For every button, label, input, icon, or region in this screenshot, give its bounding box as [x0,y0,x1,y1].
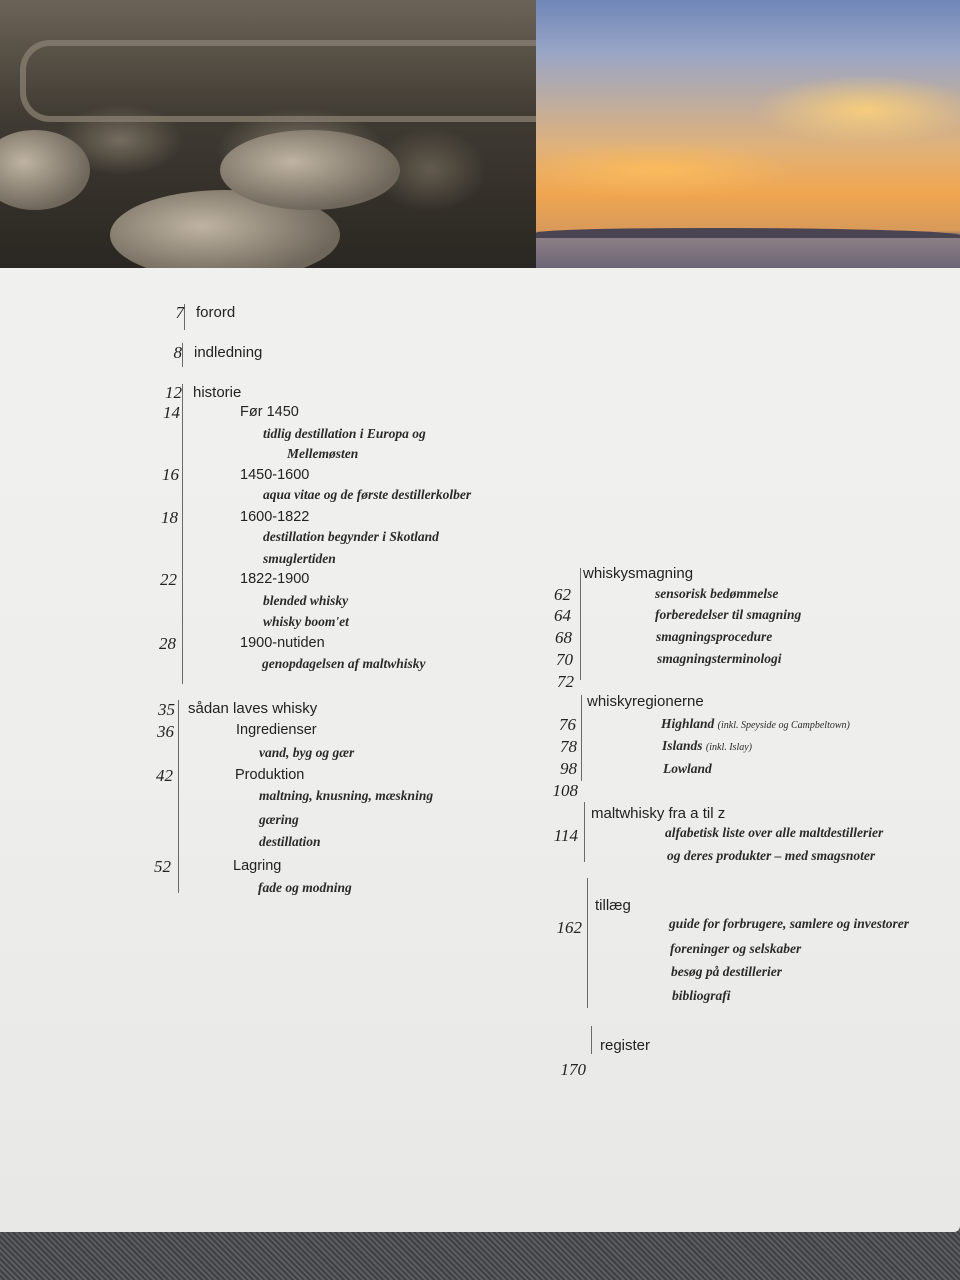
toc-detail: gæring [259,812,299,827]
toc-section-title: Lagring [233,858,282,874]
toc-detail: smuglertiden [263,551,336,566]
photo-sunset [536,0,960,268]
toc-page-number: 12 [165,383,182,402]
toc-detail: forberedelser til smagning [655,607,802,622]
toc-chapter-title: whiskysmagning [583,565,694,582]
toc-page-number: 35 [158,700,175,719]
toc-detail: blended whisky [263,593,349,608]
toc-detail: fade og modning [258,880,352,895]
toc-page-number: 162 [556,918,582,937]
toc-detail: smagningsprocedure [656,629,773,644]
toc-page-number: 22 [160,570,177,589]
toc-detail [661,716,850,732]
toc-page-number: 76 [559,715,576,734]
toc-chapter-title: indledning [194,344,263,361]
left-column-rule [182,343,183,367]
toc-chapter-title: maltwhisky fra a til z [591,805,726,822]
right-column-rule [587,878,588,1008]
toc-page-number: 98 [560,759,577,778]
toc-page-number: 62 [554,585,571,604]
toc-section-title: Ingredienser [236,722,317,738]
toc-detail: maltning, knusning, mæskning [259,788,434,803]
toc-section-title: Produktion [235,767,305,783]
toc-chapter-title: sådan laves whisky [188,700,318,717]
right-column-rule [581,695,582,781]
left-column-rule [182,384,183,684]
toc-detail: vand, byg og gær [259,745,355,760]
right-column-rule [584,802,585,862]
toc-chapter-title: forord [196,304,236,321]
toc-detail: guide for forbrugere, samlere og investorer [669,916,909,931]
toc-detail [662,738,752,754]
region-name: Highland [661,716,715,731]
toc-chapter-title: whiskyregionerne [587,693,704,710]
toc-page-number: 70 [556,650,573,669]
toc-section-title: Før 1450 [240,404,299,420]
toc-page-number: 14 [163,403,180,422]
toc-chapter-title: tillæg [595,897,631,914]
toc-section-title: 1900-nutiden [240,635,325,651]
region-note: (inkl. Islay) [705,742,752,753]
toc-detail: whisky boom'et [263,614,349,629]
toc-detail: alfabetisk liste over alle maltdestillerier [665,825,884,840]
toc-detail: destillation begynder i Skotland [263,529,439,544]
toc-detail: sensorisk bedømmelse [655,586,779,601]
toc-page-number: 170 [560,1060,586,1079]
toc-page-number: 28 [159,634,176,653]
photo-spirit-safe [0,0,536,268]
toc-detail: og deres produkter – med smagsnoter [667,848,876,863]
left-column-rule [184,304,185,330]
toc-chapter-title: historie [193,384,242,401]
toc-detail: smagningsterminologi [657,651,782,666]
toc-detail: destillation [259,834,321,849]
toc-section-title: 1450-1600 [240,467,310,483]
toc-section-title: 1600-1822 [240,509,310,525]
toc-chapter-title: register [600,1037,651,1054]
toc-page-number: 72 [557,672,574,691]
region-note: (inkl. Speyside og Campbeltown) [717,720,850,731]
toc-page-number: 64 [554,606,571,625]
right-column-rule [591,1026,592,1054]
toc-page-number: 68 [555,628,572,647]
toc-detail: tidlig destillation i Europa og [263,426,426,441]
toc-detail: Mellemøsten [287,446,359,461]
toc-page-number: 36 [157,722,174,741]
toc-page-number: 52 [154,857,171,876]
toc-page-number: 78 [560,737,577,756]
toc-page-number: 16 [162,465,179,484]
toc-page-number: 42 [156,766,173,785]
toc-detail: bibliografi [672,988,731,1003]
toc-detail: besøg på destillerier [671,964,782,979]
right-column-rule [580,568,581,680]
toc-page-number: 108 [552,781,578,800]
toc-detail: genopdagelsen af maltwhisky [262,656,426,671]
toc-page-number: 18 [161,508,178,527]
left-column-rule [178,700,179,893]
toc-page-number: 7 [175,303,184,322]
toc-page-number: 8 [173,343,182,362]
toc-detail: foreninger og selskaber [670,941,802,956]
toc-detail: aqua vitae og de første destillerkolber [263,487,472,502]
toc-detail: Lowland [663,761,712,776]
toc-section-title: 1822-1900 [240,571,310,587]
region-name: Islands [662,738,703,753]
toc-page-number: 114 [553,826,578,845]
